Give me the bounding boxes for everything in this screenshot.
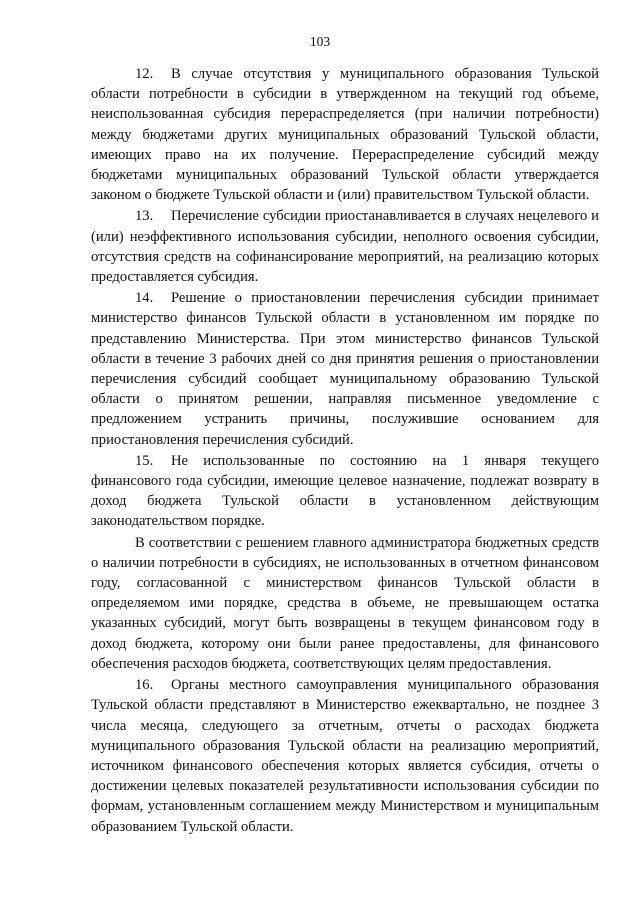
paragraph-number: 13. [135, 208, 154, 225]
paragraph-15-continuation [91, 533, 599, 674]
document-body [91, 64, 599, 838]
paragraph-14 [91, 288, 599, 450]
paragraph-text: Перечисление субсидии приостанавливается в случаях нецелевого и (или) неэффективного использования субсидии, неполного освоения субсидии, отсутствия средств на софинансирование мероприятий, на реализацию которых предоставляется субсидия. [91, 208, 599, 286]
paragraph-number: 14. [135, 290, 154, 307]
paragraph-text: Решение о приостановлении перечисления субсидии принимает министерство финансов Тульской области в установленном им порядке по представлению Министерства. При этом министерство финансов Тульской области в течение 3 рабочих дней со дня принятия решения о приостановлении перечисления субсидий сообщает муниципальному образованию Тульской области о принятом решении, направляя письменное уведомление с предложением устранить причины, послужившие основанием для приостановления перечисления субсидий. [91, 290, 599, 448]
paragraph-text: Органы местного самоуправления муниципального образования Тульской области представляют в Министерство ежеквартально, не позднее 3 числа месяца, следующего за отчетным, отчеты о расходах бюджета муниципального образования Тульской области на реализацию мероприятий, источником финансового обеспечения которых является субсидия, отчеты о достижении целевых показателей результативности использования субсидии по формам, установленным соглашением между Министерством и муниципальным образованием Тульской области. [91, 677, 599, 835]
page-number: 103 [309, 34, 331, 49]
paragraph-15 [91, 451, 599, 532]
paragraph-text: Не использованные по состоянию на 1 января текущего финансового года субсидии, имеющие целевое назначение, подлежат возврату в доход бюджета Тульской области в установленном действующим законодательством порядке. [91, 452, 599, 530]
paragraph-number: 12. [135, 66, 154, 82]
paragraph-13 [91, 206, 599, 287]
paragraph-12 [91, 64, 599, 205]
paragraph-16 [91, 675, 599, 837]
paragraph-number: 16. [135, 677, 154, 694]
paragraph-number: 15. [135, 452, 154, 469]
paragraph-text: В соответствии с решением главного администратора бюджетных средств о наличии потребности в субсидиях, не использованных в отчетном финансовом году, согласованной с министерством финансов Тульской области в определяемом ими порядке, средства в объеме, не превышающем остатка указанных субсидий, могут быть возвращены в текущем финансовом году в доход бюджета, которому они были ранее предоставлены, для финансового обеспечения расходов бюджета, соответствующих целям предоставления. [91, 534, 599, 672]
paragraph-text: В случае отсутствия у муниципального образования Тульской области потребности в субсидии в утвержденном на текущий год объеме, неиспользованная субсидия перераспределяется (при наличии потребности) между бюджетами других муниципальных образований Тульской области, имеющих право на их получение. Перераспределение субсидий между бюджетами муниципальных образований Тульской области утверждается законом о бюджете Тульской области и (или) правительством Тульской области. [91, 66, 599, 204]
